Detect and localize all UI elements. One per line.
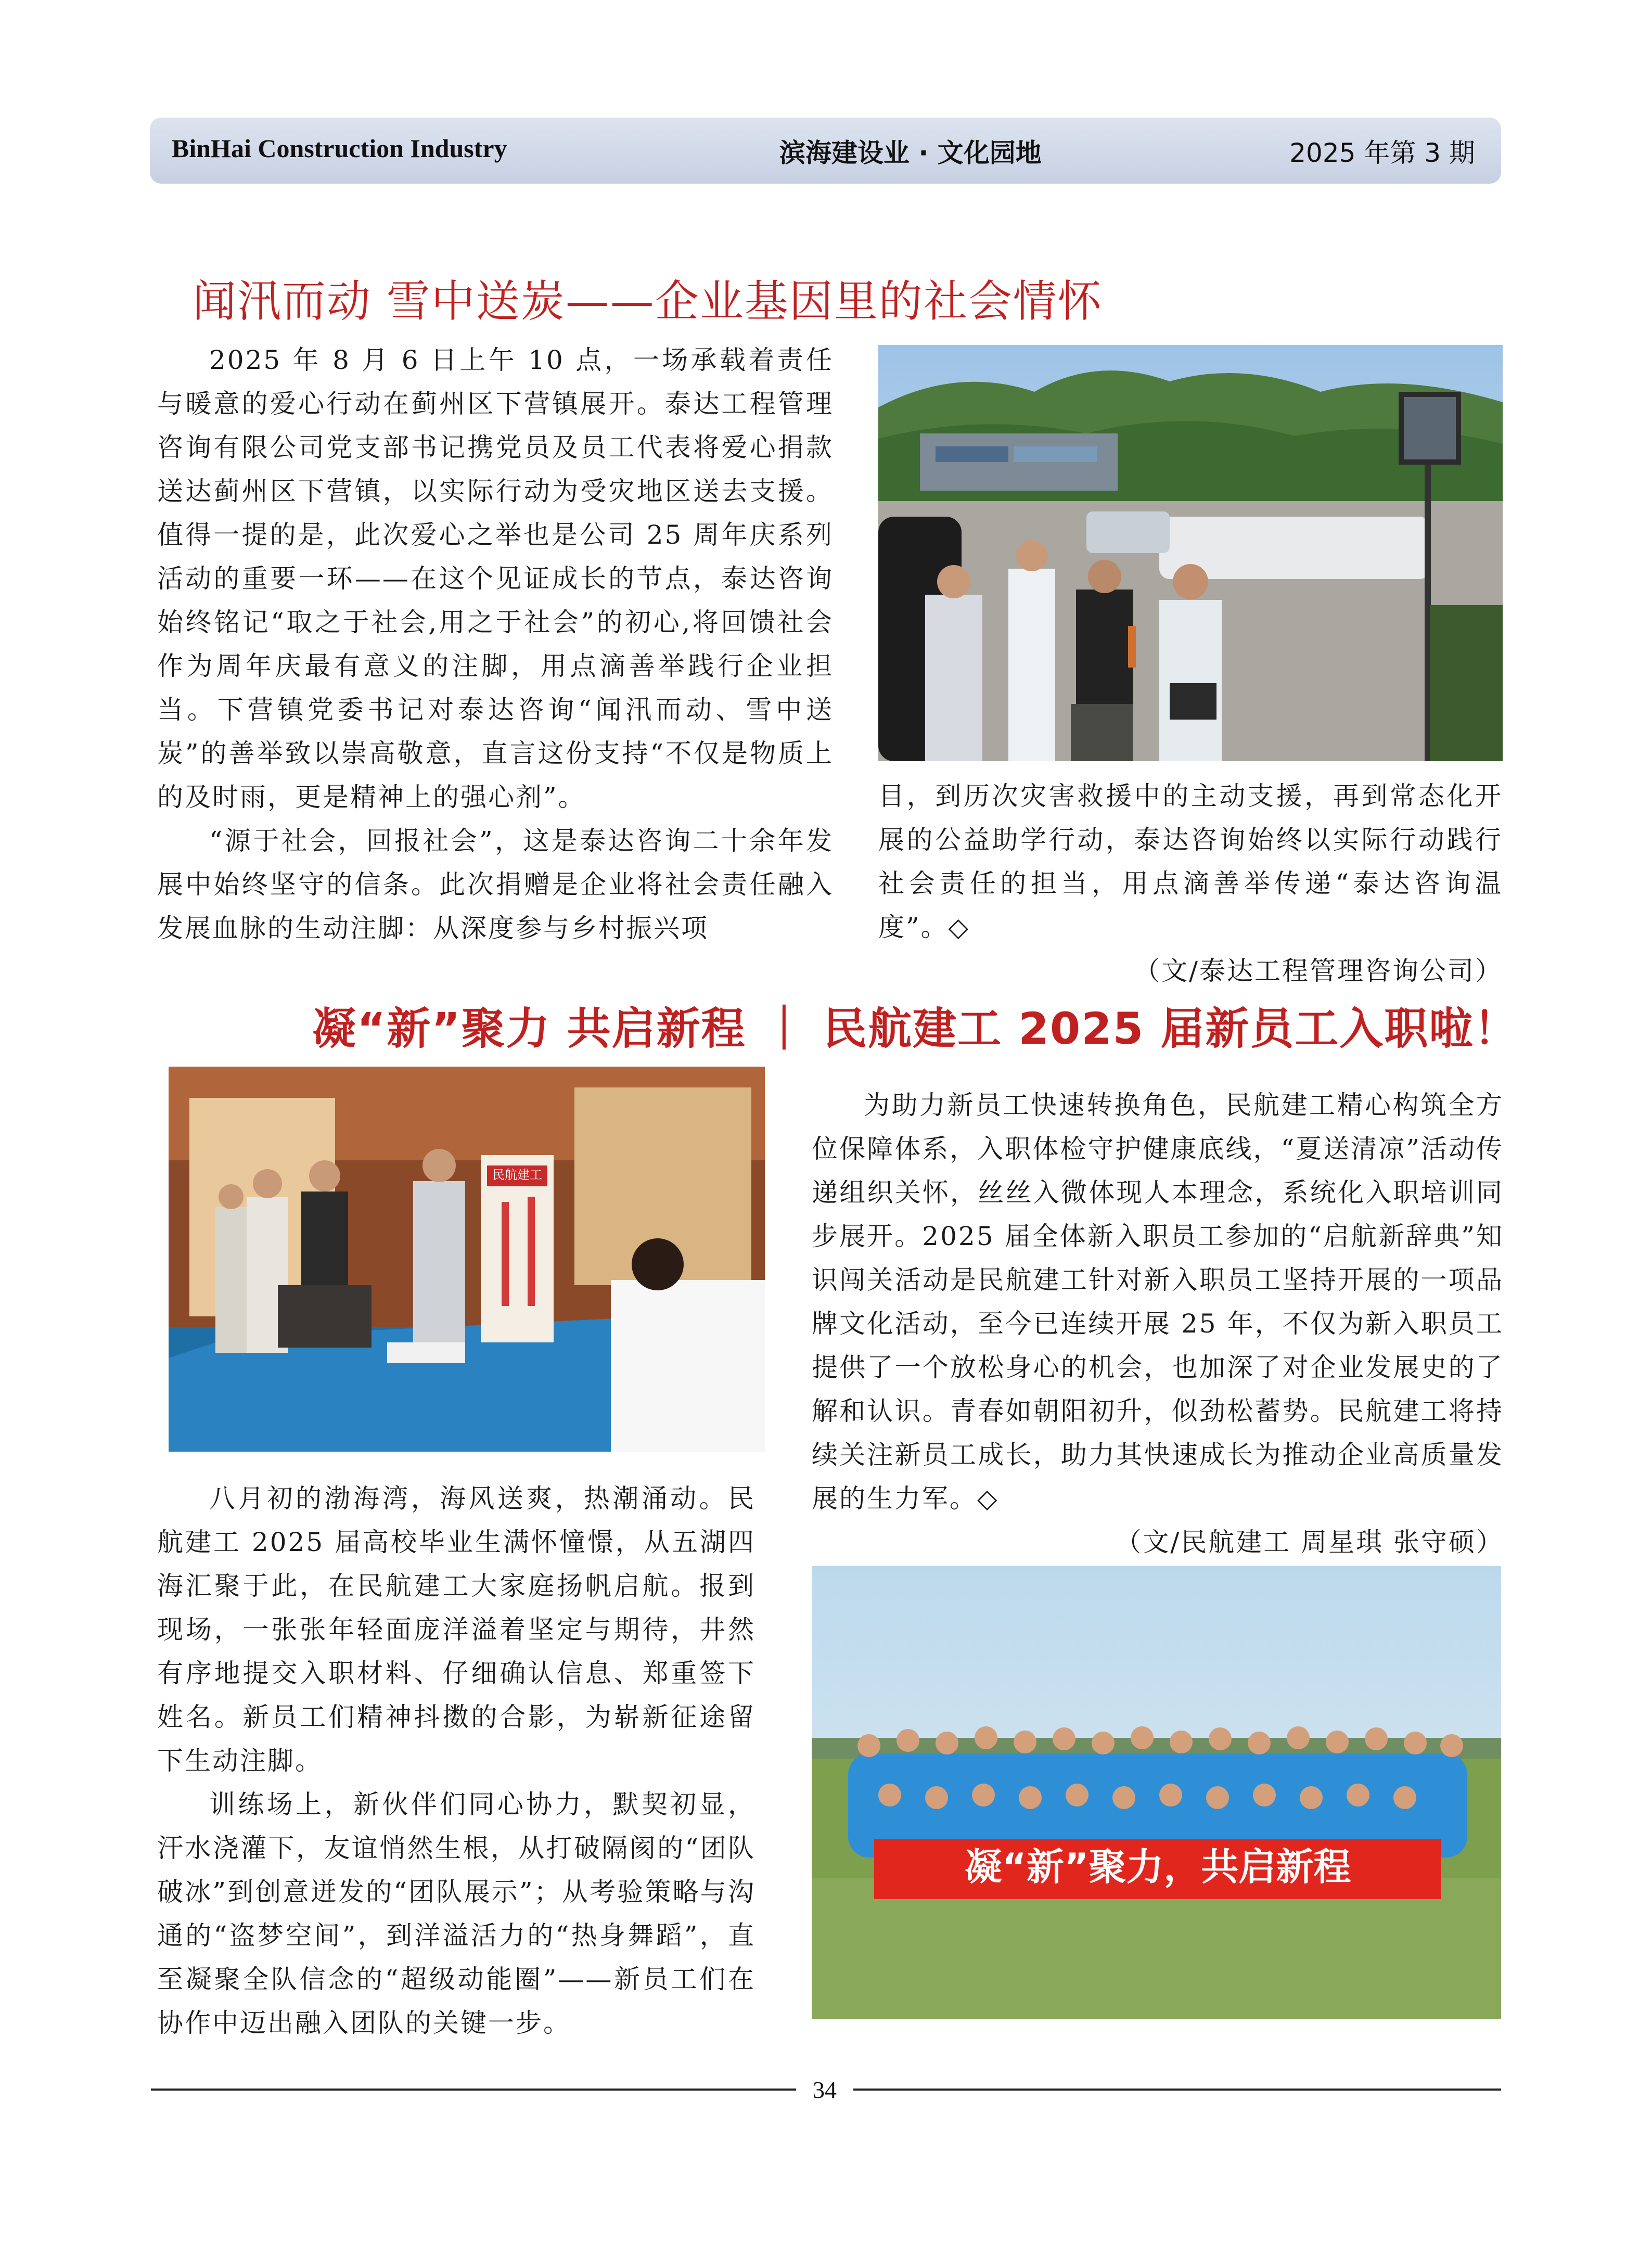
article2-paragraph-1: 八月初的渤海湾，海风送爽，热潮涌动。民航建工 2025 届高校毕业生满怀憧憬，从五湖四海汇聚于此，在民航建工大家庭扬帆启航。报到现场，一张张年轻面庞洋溢着坚定与期待，井然有序地提交入职材料、仔细确认信息、郑重签下姓名。新员工们精神抖擞的合影，为崭新征途留下生动注脚。 <box>157 1483 755 1776</box>
article1-paragraph-2a: “源于社会，回报社会”，这是泰达咨询二十余年发展中始终坚守的信条。此次捐赠是企业将社会责任融入发展血脉的生动注脚：从深度参与乡村振兴项 <box>157 826 834 943</box>
article1-paragraph-1: 2025 年 8 月 6 日上午 10 点，一场承载着责任与暖意的爱心行动在蓟州区下营镇展开。泰达工程管理咨询有限公司党支部书记携党员及员工代表将爱心捐款送达蓟州区下营镇，以实际行动为受灾地区送去支援。值得一提的是，此次爱心之举也是公司 25 周年庆系列活动的重要一环——在这个见证成长的节点，泰达咨询始终铭记“取之于社会,用之于社会”的初心,将回馈社会作为周年庆最有意义的注脚，用点滴善举践行企业担当。下营镇党委书记对泰达咨询“闻汛而动、雪中送炭”的善举致以崇高敬意，直言这份支持“不仅是物质上的及时雨，更是精神上的强心剂”。 <box>157 345 834 812</box>
article2-paragraph-2: 训练场上，新伙伴们同心协力，默契初显，汗水浇灌下，友谊悄然生根，从打破隔阂的“团队破冰”到创意迸发的“团队展示”；从考验策略与沟通的“盗梦空间”，到洋溢活力的“热身舞蹈”，直至凝聚全队信念的“超级动能圈”——新员工们在协作中迈出融入团队的关键一步。 <box>157 1789 755 2038</box>
issue-number: 2025 年第 3 期 <box>1289 138 1475 168</box>
page-number: 34 <box>813 2077 837 2103</box>
article2-photo-group <box>812 1566 1501 2019</box>
article2-column-left <box>157 1477 755 2045</box>
article1-credit: （文/泰达工程管理咨询公司） <box>1134 956 1503 986</box>
magazine-name-en: BinHai Construction Industry <box>172 134 507 163</box>
article2-photo-registration <box>169 1067 765 1452</box>
article1-photo-handshake <box>878 345 1503 761</box>
article2-paragraph-3: 为助力新员工快速转换角色，民航建工精心构筑全方位保障体系，入职体检守护健康底线，“夏送清凉”活动传递组织关怀，丝丝入微体现人本理念，系统化入职培训同步展开。2025 届全体新入职员工参加的“启航新辞典”知识闯关活动是民航建工针对新入职员工坚持开展的一项品牌文化活动，至今已连续开展 25 年，不仅为新入职员工提供了一个放松身心的机会，也加深了对企业发展史的了解和认识。青春如朝阳初升，似劲松蓄势。民航建工将持续关注新员工成长，助力其快速成长为推动企业高质量发展的生力军。◇ <box>812 1090 1504 1514</box>
article1-paragraph-2b: 目，到历次灾害救援中的主动支援，再到常态化开展的公益助学行动，泰达咨询始终以实际行动践行社会责任的担当，用点滴善举传递“泰达咨询温度”。◇ <box>878 781 1503 942</box>
article2-column-right <box>812 1083 1504 1564</box>
article2-credit: （文/民航建工 周星琪 张守硕） <box>1115 1527 1504 1557</box>
group-banner-text: 凝“新”聚力，共启新程 <box>964 1845 1351 1889</box>
footer-rule-right <box>853 2089 1501 2091</box>
article1-title: 闻汛而动 雪中送炭——企业基因里的社会情怀 <box>193 276 1103 327</box>
article1-column-right <box>878 774 1503 993</box>
registration-sign-text: 民航建工 <box>492 1168 542 1182</box>
header-bar <box>150 118 1501 184</box>
article2-title: 凝“新”聚力 共启新程 ｜ 民航建工 2025 届新员工入职啦！ <box>312 1003 1519 1054</box>
footer-rule-left <box>151 2089 796 2091</box>
section-name: 滨海建设业 · 文化园地 <box>779 138 1042 168</box>
article1-column-left <box>157 338 834 950</box>
